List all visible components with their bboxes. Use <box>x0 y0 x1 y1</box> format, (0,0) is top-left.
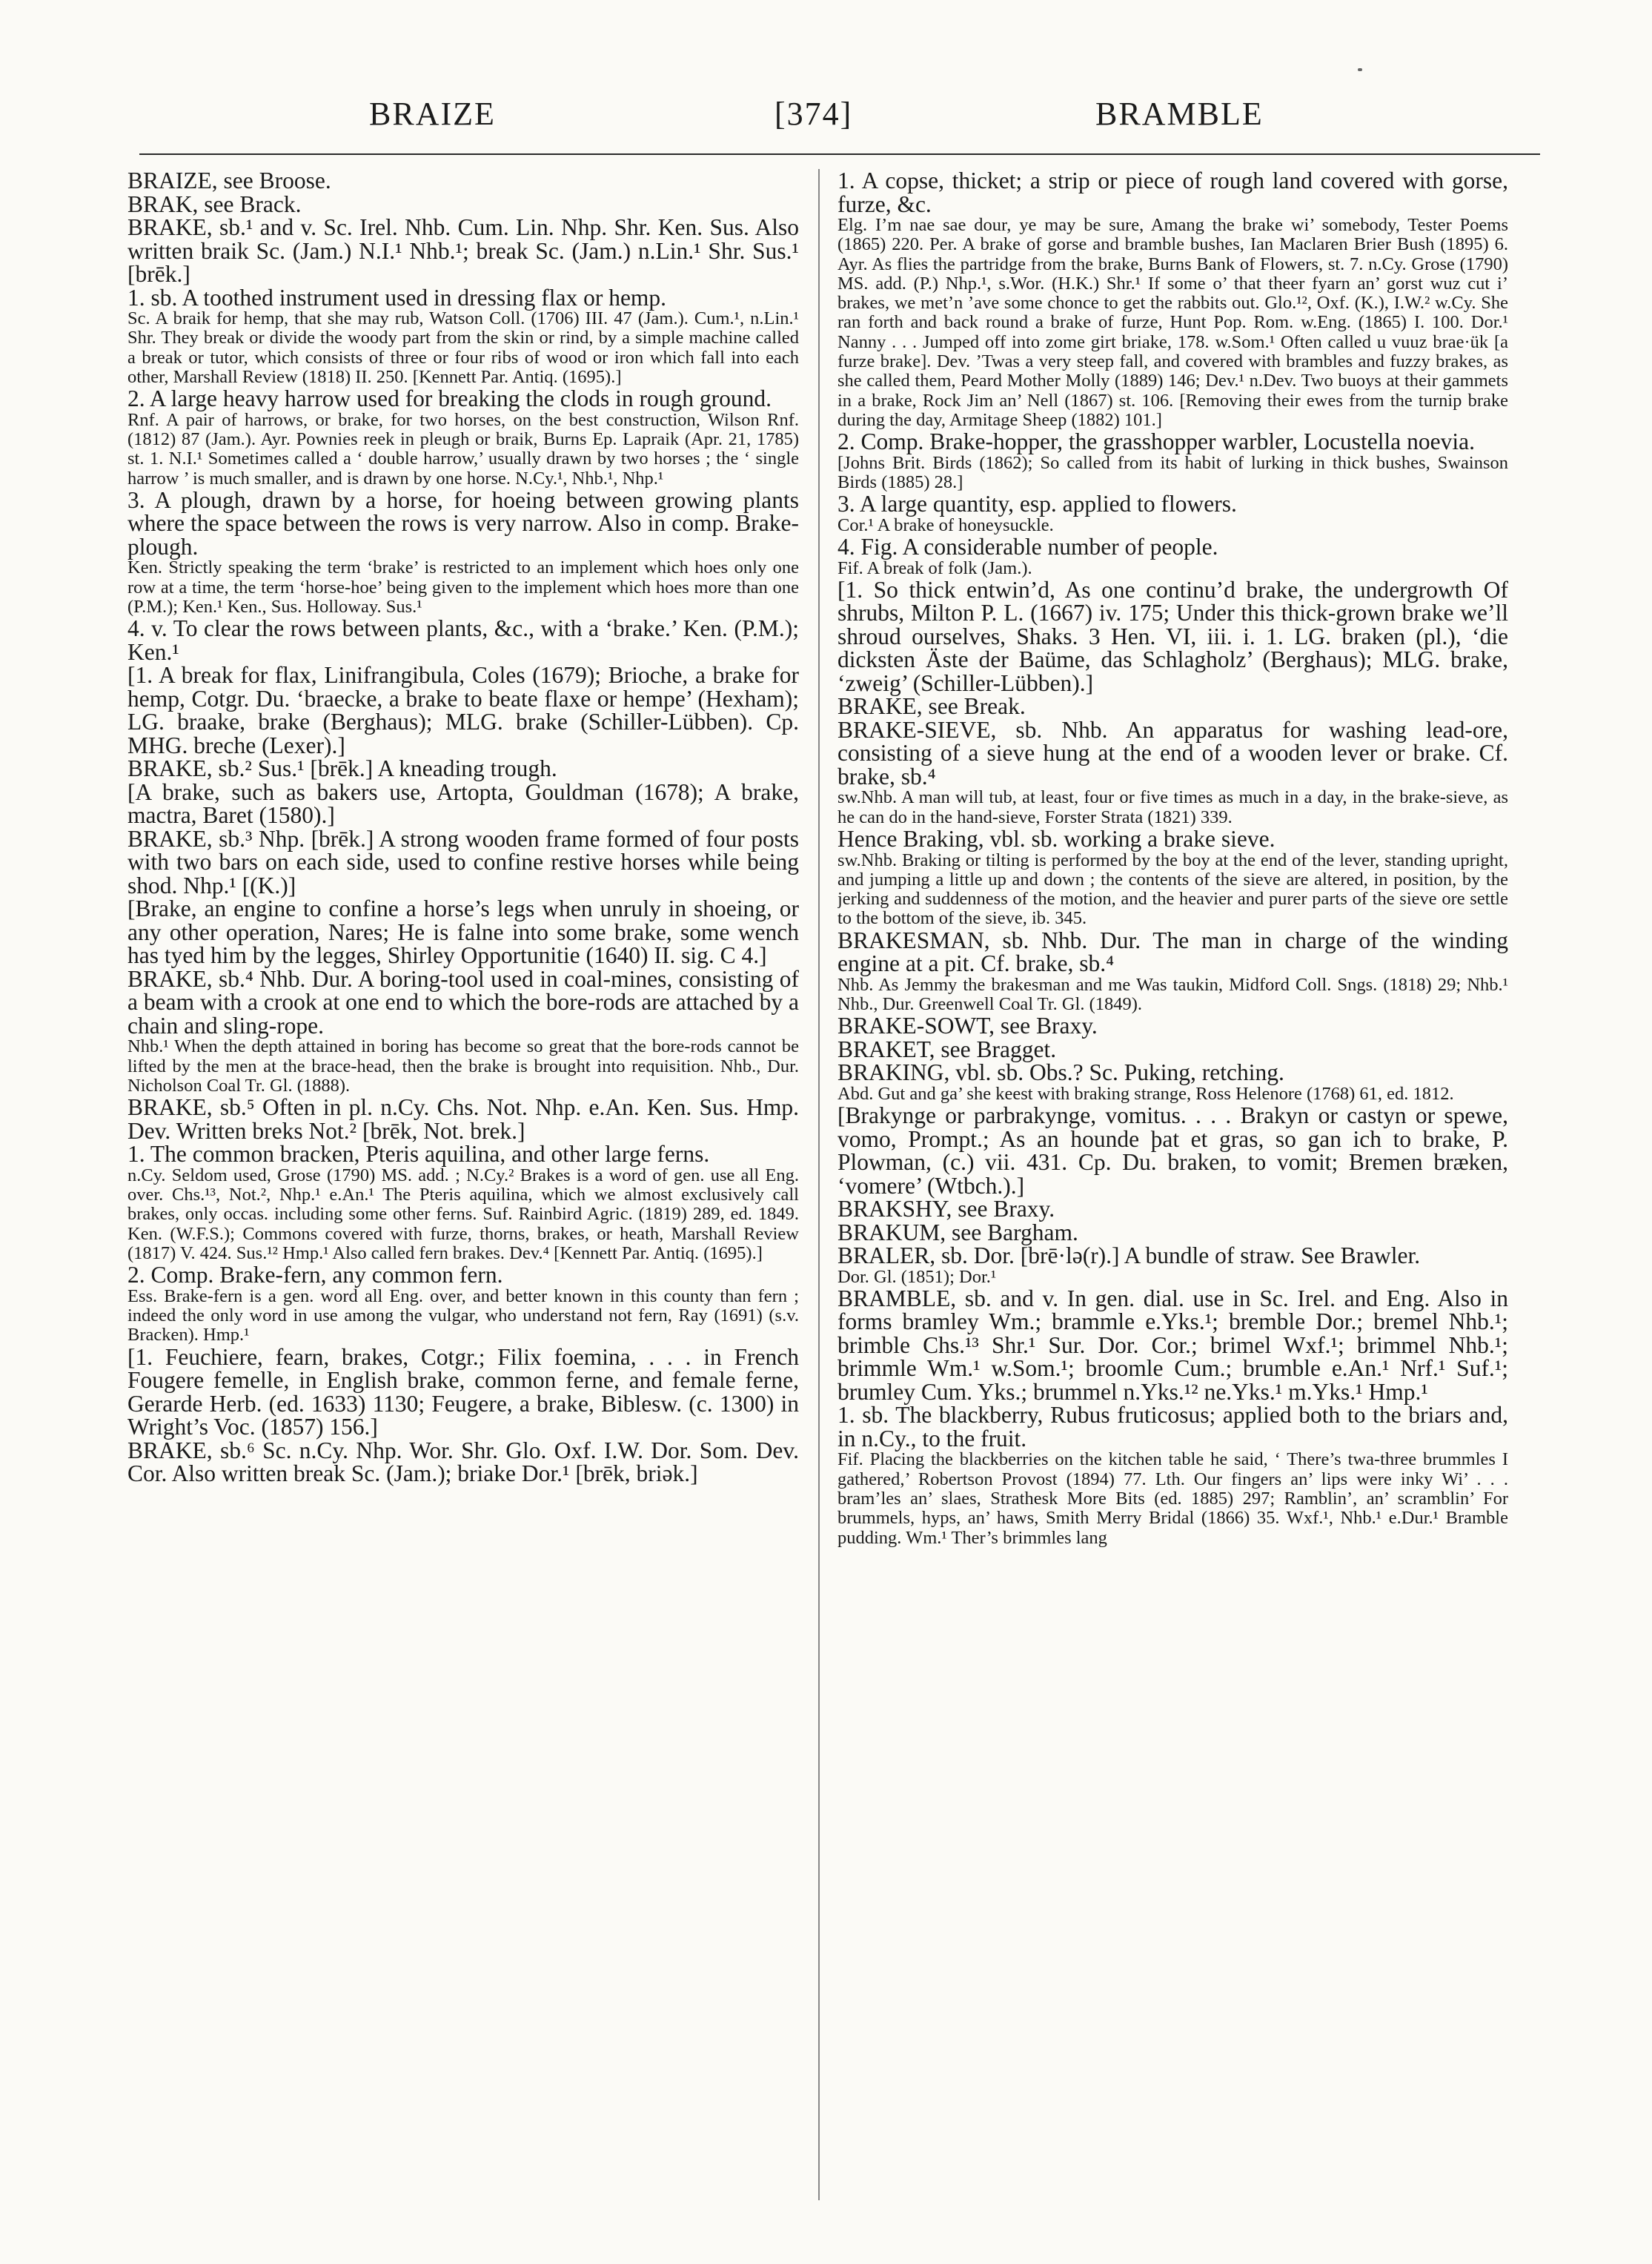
entry-paragraph: 4. v. To clear the rows between plants, &c., with a ‘brake.’ Ken. (P.M.); Ken.¹ <box>127 615 799 665</box>
citation-paragraph: Sc. A braik for hemp, that she may rub, Watson Coll. (1706) III. 47 (Jam.). Cum.¹, n.Lin.¹ Shr. They break or divide the woody part from the skin or rind, by a simple machine called a break or tutor, which consists of three or four ribs of wood or iron which fall into each other, Marshall Review (1818) II. 250. [Kennett Par. Antiq. (1695).] <box>127 308 799 387</box>
entry-paragraph: 2. Comp. Brake-fern, any common fern. <box>127 1262 503 1288</box>
column-divider <box>818 169 820 2200</box>
entry-paragraph: [1. So thick entwin’d, As one continu’d brake, the undergrowth Of shrubs, Milton P. L. (1667) iv. 175; Under this thick-grown brake we’ll shroud ourselves, Shaks. 3 Hen. VI, iii. i. 1. LG. braken (pl.), ‘die dicksten Äste der Baüme, das Schlagholz’ (Berghaus); MLG. brake, ‘zweig’ (Schiller-Lübben).] <box>837 576 1508 696</box>
entry-paragraph: BRAKE-SIEVE, sb. Nhb. An apparatus for washing lead-ore, consisting of a sieve hung at the end of a wooden lever or brake. Cf. brake, sb.⁴ <box>837 716 1508 790</box>
entry-paragraph: BRAKE, sb.³ Nhp. [brēk.] A strong wooden frame formed of four posts with two bars on each side, used to confine restive horses while being shod. Nhp.¹ [(K.)] <box>127 825 799 898</box>
entry-paragraph: BRAKESMAN, sb. Nhb. Dur. The man in charge of the winding engine at a pit. Cf. brake, sb.⁴ <box>837 927 1508 977</box>
entry-paragraph: BRAKE, sb.⁶ Sc. n.Cy. Nhp. Wor. Shr. Glo. Oxf. I.W. Dor. Som. Dev. Cor. Also written break Sc. (Jam.); briake Dor.¹ [brēk, briək.] <box>127 1437 799 1487</box>
header-right-word: BRAMBLE <box>1095 96 1264 132</box>
citation-paragraph: Cor.¹ A brake of honeysuckle. <box>837 514 1054 535</box>
citation-paragraph: [Johns Brit. Birds (1862); So called from its habit of lurking in thick bushes, Swainson Birds (1885) 28.] <box>837 452 1508 493</box>
entry-paragraph: BRAKE, sb.⁴ Nhb. Dur. A boring-tool used in coal-mines, consisting of a beam with a crook at one end to which the bore-rods are attached by a chain and sling-rope. <box>127 965 799 1039</box>
page-number: [374] <box>774 96 853 132</box>
entry-paragraph: BRAKE, see Break. <box>837 693 1026 720</box>
citation-paragraph: sw.Nhb. A man will tub, at least, four or five times as much in a day, in the brake-sieve, as he can do in the hand-sieve, Forster Strata (1821) 339. <box>837 787 1508 827</box>
entry-paragraph: BRAKSHY, see Braxy. <box>837 1196 1055 1222</box>
left-column <box>127 169 799 2215</box>
entry-paragraph: BRAKING, vbl. sb. Obs.? Sc. Puking, retching. <box>837 1059 1284 1086</box>
citation-paragraph: Nhb. As Jemmy the brakesman and me Was taukin, Midford Coll. Sngs. (1818) 29; Nhb.¹ Nhb., Dur. Greenwell Coal Tr. Gl. (1849). <box>837 974 1508 1015</box>
entry-paragraph: 3. A plough, drawn by a horse, for hoeing between growing plants where the space between the rows is very narrow. Also in comp. Brake-plough. <box>127 486 799 560</box>
entry-paragraph: BRALER, sb. Dor. [brē·lə(r).] A bundle of straw. See Brawler. <box>837 1242 1421 1269</box>
entry-paragraph: BRAKUM, see Bargham. <box>837 1219 1078 1245</box>
entry-paragraph: 1. The common bracken, Pteris aquilina, and other large ferns. <box>127 1141 710 1168</box>
header-rule <box>139 153 1540 155</box>
ink-speck <box>1358 68 1362 71</box>
running-header <box>126 95 1534 147</box>
entry-paragraph: BRAKET, see Bragget. <box>837 1036 1057 1062</box>
entry-paragraph: 2. A large heavy harrow used for breaking the clods in rough ground. <box>127 385 772 412</box>
entry-paragraph: 3. A large quantity, esp. applied to flowers. <box>837 491 1237 517</box>
entry-paragraph: BRAIZE, see Broose. <box>127 169 331 193</box>
citation-paragraph: n.Cy. Seldom used, Grose (1790) MS. add. ; N.Cy.² Brakes is a word of gen. use all Eng. over. Chs.¹³, Not.², Nhp.¹ e.An.¹ The Pteris aquilina, which we almost exclusively call brakes, only occas. including some other ferns. Suf. Rainbird Agric. (1819) 289, ed. 1849. Ken. (W.F.S.); Commons covered with furze, thorns, brakes, or heath, Marshall Review (1817) V. 424. Sus.¹² Hmp.¹ Also called fern brakes. Dev.⁴ [Kennett Par. Antiq. (1695).] <box>127 1165 799 1263</box>
entry-paragraph: [Brakynge or parbrakynge, vomitus. . . . Brakyn or castyn or spewe, vomo, Prompt.; As an hounde þat et gras, so gan ich to brake, P. Plowman, (c.) vii. 431. Cp. Du. braken, to vomit; Bremen bræken, ‘vomere’ (Wtbch.).] <box>837 1102 1508 1199</box>
entry-paragraph: [1. A break for flax, Linifrangibula, Coles (1679); Brioche, a brake for hemp, Cotgr. Du. ‘braecke, a brake to beate flaxe or hempe’ (Hexham); LG. braake, brake (Berghaus); MLG. brake (Schiller-Lübben). Cp. MHG. breche (Lexer).] <box>127 662 799 758</box>
citation-paragraph: Elg. I’m nae sae dour, ye may be sure, Amang the brake wi’ somebody, Tester Poems (1865) 220. Per. A brake of gorse and bramble bushes, Ian Maclaren Brier Bush (1895) 6. Ayr. As flies the partridge from the brake, Burns Bank of Flowers, st. 7. n.Cy. Grose (1790) MS. add. (P.) Nhp.¹, s.Wor. (H.K.) Shr.¹ If some o’ that theer fyarn an’ gorst wuz cut i’ brakes, we met’n ’ave some chonce to get the rabbits out. Glo.¹², Oxf. (K.), I.W.² w.Cy. She ran forth and back round a brake of furze, Hunt Pop. Rom. w.Eng. (1865) I. 100. Dor.¹ Nanny . . . Jumped off into zome girt briake, 178. w.Som.¹ Often called u vuuz brae·ük [a furze brake]. Dev. ’Twas a very steep fall, and covered with brambles and fuzzy brakes, as she called them, Peard Mother Molly (1889) 146; Dev.¹ n.Dev. Two buoys at their gammets in a brake, Rock Jim an’ Nell (1867) st. 106. [Removing their ewes from the turnip brake during the day, Armitage Sheep (1882) 101.] <box>837 215 1508 430</box>
entry-paragraph: [1. Feuchiere, fearn, brakes, Cotgr.; Filix foemina, . . . in French Fougere femelle, in English brake, common ferne, and female ferne, Gerarde Herb. (ed. 1633) 1130; Feugere, a brake, Biblesw. (c. 1300) in Wright’s Voc. (1857) 156.] <box>127 1343 799 1440</box>
entry-paragraph: BRAKE, sb.² Sus.¹ [brēk.] A kneading trough. <box>127 755 557 782</box>
citation-paragraph: Abd. Gut and ga’ she keest with braking strange, Ross Helenore (1768) 61, ed. 1812. <box>837 1083 1454 1104</box>
entry-paragraph: 1. sb. A toothed instrument used in dressing flax or hemp. <box>127 284 667 311</box>
entry-paragraph: [A brake, such as bakers use, Artopta, Gouldman (1678); A brake, mactra, Baret (1580).] <box>127 778 799 829</box>
entry-paragraph: BRAKE, sb.⁵ Often in pl. n.Cy. Chs. Not. Nhp. e.An. Ken. Sus. Hmp. Dev. Written breks Not.² [brēk, Not. brek.] <box>127 1094 799 1144</box>
citation-paragraph: Nhb.¹ When the depth attained in boring has become so great that the bore-rods cannot be lifted by the men at the brace-head, then the brake is brought into requisition. Nhb., Dur. Nicholson Coal Tr. Gl. (1888). <box>127 1036 799 1096</box>
entry-paragraph: Hence Braking, vbl. sb. working a brake sieve. <box>837 826 1276 853</box>
citation-paragraph: Dor. Gl. (1851); Dor.¹ <box>837 1266 997 1287</box>
citation-paragraph: Fif. A break of folk (Jam.). <box>837 557 1032 578</box>
right-column <box>837 169 1508 2215</box>
entry-paragraph: 4. Fig. A considerable number of people. <box>837 534 1218 560</box>
entry-paragraph: 2. Comp. Brake-hopper, the grasshopper warbler, Locustella noevia. <box>837 428 1475 455</box>
citation-paragraph: Ken. Strictly speaking the term ‘brake’ is restricted to an implement which hoes only one row at a time, the term ‘horse-hoe’ being given to the implement which hoes more than one (P.M.); Ken.¹ Ken., Sus. Holloway. Sus.¹ <box>127 557 799 617</box>
entry-paragraph: 1. A copse, thicket; a strip or piece of rough land covered with gorse, furze, &c. <box>837 169 1508 217</box>
citation-paragraph: Rnf. A pair of harrows, or brake, for two horses, on the best construction, Wilson Rnf. (1812) 87 (Jam.). Ayr. Pownies reek in pleugh or braik, Burns Ep. Lapraik (Apr. 21, 1785) st. 1. N.I.¹ Sometimes called a ‘ double harrow,’ usually drawn by two horses ; the ‘ single harrow ’ is much smaller, and is drawn by one horse. N.Cy.¹, Nhb.¹, Nhp.¹ <box>127 409 799 489</box>
entry-paragraph: BRAMBLE, sb. and v. In gen. dial. use in Sc. Irel. and Eng. Also in forms bramley Wm.; brammle e.Yks.¹; bremble Dor.; bremel Nhb.¹; brimble Chs.¹³ Shr.¹ Sur. Dor. Cor.; brimel Wxf.¹; brimmel Nhb.¹; brimmle Wm.¹ w.Som.¹; broomle Cum.; brumble e.An.¹ Nrf.¹ Suf.¹; brumley Cum. Yks.; brummel n.Yks.¹² ne.Yks.¹ m.Yks.¹ Hmp.¹ <box>837 1285 1508 1405</box>
entry-paragraph: BRAK, see Brack. <box>127 191 302 217</box>
citation-paragraph: Fif. Placing the blackberries on the kitchen table he said, ‘ There’s twa-three brummles I gathered,’ Robertson Provost (1894) 77. Lth. Our fingers an’ lips were inky Wi’ . . . bram’les an’ slaes, Strathesk More Bits (ed. 1885) 297; Ramblin’, an’ scramblin’ For brummels, hyps, an’ haws, Smith Merry Bridal (1866) 35. Wxf.¹, Nhb.¹ e.Dur.¹ Bramble pudding. Wm.¹ Ther’s brimmles lang <box>837 1449 1508 1548</box>
header-left-word: BRAIZE <box>369 96 496 132</box>
entry-paragraph: [Brake, an engine to confine a horse’s legs when unruly in shoeing, or any other operation, Nares; He is falne into some brake, some wench has tyed him by the legges, Shirley Opportunitie (1640) II. sig. C 4.] <box>127 896 799 969</box>
entry-paragraph: 1. sb. The blackberry, Rubus fruticosus; applied both to the briars and, in n.Cy., to the fruit. <box>837 1402 1508 1452</box>
citation-paragraph: sw.Nhb. Braking or tilting is performed by the boy at the end of the lever, standing upright, and jumping a little up and down ; the contents of the sieve are altered, in position, by the jerking and suddenness of the motion, and the heavier and purer parts of the sieve ore settle to the bottom of the sieve, ib. 345. <box>837 850 1508 929</box>
entry-paragraph: BRAKE-SOWT, see Braxy. <box>837 1013 1098 1039</box>
entry-paragraph: BRAKE, sb.¹ and v. Sc. Irel. Nhb. Cum. Lin. Nhp. Shr. Ken. Sus. Also written braik Sc. (Jam.) N.I.¹ Nhb.¹; break Sc. (Jam.) n.Lin.¹ Shr. Sus.¹ [brēk.] <box>127 214 799 287</box>
citation-paragraph: Ess. Brake-fern is a gen. word all Eng. over, and better known in this county than fern ; indeed the only word in use among the vulgar, who understand not fern, Ray (1691) (s.v. Bracken). Hmp.¹ <box>127 1285 799 1346</box>
